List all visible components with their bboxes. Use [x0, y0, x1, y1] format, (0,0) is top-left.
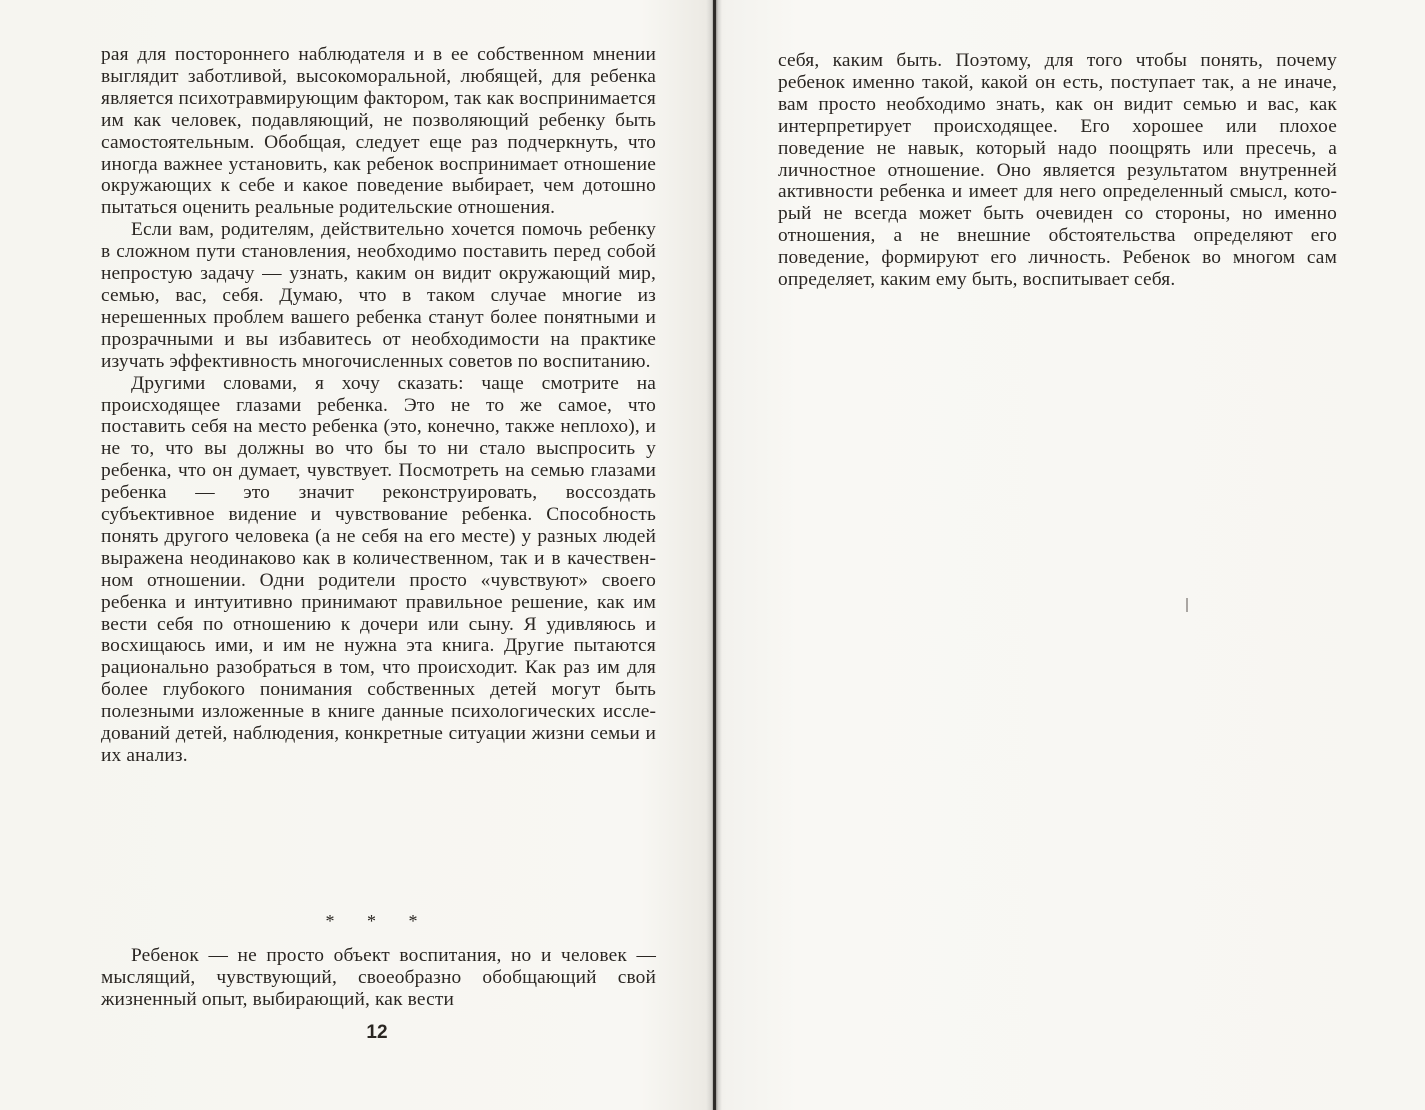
left-paragraph-1: рая для постороннего наблюдателя и в ее собственном мнении выглядит заботливой, высокоморальной, любящей, для ребенка является психотравмирующим фактором, так как воспринимается им как человек, подавляющий, не позволяющий ребенку быть самостоятельным. Обобщая, следует еще раз подчеркнуть, что иногда важнее установить, как ребенок воспринимает отношение окружающих к себе и какое поведение выбирает, чем дотошно пытаться оценить реальные родительские отношения.: [101, 44, 656, 219]
left-paragraph-4: Ребенок — не просто объект воспитания, но и человек — мыслящий, чувствующий, своеобразно обобщающий свой жизненный опыт, выбирающий, как вести: [101, 945, 656, 1010]
book-gutter: [713, 0, 716, 1110]
right-paragraph-1: себя, каким быть. Поэтому, для того чтобы понять, почему ребенок именно такой, какой он есть, поступает так, а не иначе, вам просто необходимо знать, как он видит семью и вас, как интерпретирует происходящее. Его хорошее или плохое поведение не навык, который надо поощрять или пресечь, а личностное отношение. Оно является результатом внутренней активности ребенка и имеет для него определенный смысл, который не всегда может быть очевиден со стороны, но именно отношения, а не внешние обстоятельства определяют его поведение, формируют его личность. Ребенок во многом сам определяет, каким ему быть, воспитывает себя.: [778, 50, 1337, 291]
right-page-body: [778, 50, 1337, 291]
left-paragraph-3: Другими словами, я хочу сказать: чаще смотрите на происходящее глазами ребенка. Это не то же самое, что поставить себя на место ребенка (это, конечно, также неплохо), и не то, что вы должны во что бы то ни стало выспросить у ребенка, что он думает, чувствует. Посмотреть на семью глазами ребенка — это значит реконструировать, воссоздать субъективное видение и чувствование ребенка. Способность понять другого человека (а не себя на его месте) у разных людей выражена неодинаково как в количественном, так и в качественном отношении. Одни родители просто «чувствуют» своего ребенка и интуитивно принимают правильное решение, как им вести себя по отношению к дочери или сыну. Я удивляюсь и восхищаюсь ими, и им не нужна эта книга. Другие пытаются рационально разобраться в том, что происходит. Как раз им для более глубокого понимания собственных детей могут быть полезными изложенные в книге данные психологических исследований детей, наблюдения, конкретные ситуации жизни семьи и их анализ.: [101, 372, 656, 766]
paper-speck: [1186, 598, 1188, 612]
section-separator: * * *: [325, 911, 432, 931]
page-number: 12: [366, 1022, 388, 1043]
left-page-final-block: [101, 945, 656, 1011]
left-page: [0, 0, 712, 1110]
left-paragraph-2: Если вам, родителям, действительно хочется помочь ребенку в сложном пути становления, необходимо поставить перед собой непростую задачу — узнать, каким он видит окружающий мир, семью, вас, себя. Думаю, что в таком случае многие из нерешенных проблем вашего ребенка станут более понятными и прозрачными и вы избавитесь от необходимости на практике изучать эффективность многочисленных советов по воспитанию.: [101, 219, 656, 372]
left-page-body: [101, 44, 656, 767]
right-page: [716, 0, 1425, 1110]
